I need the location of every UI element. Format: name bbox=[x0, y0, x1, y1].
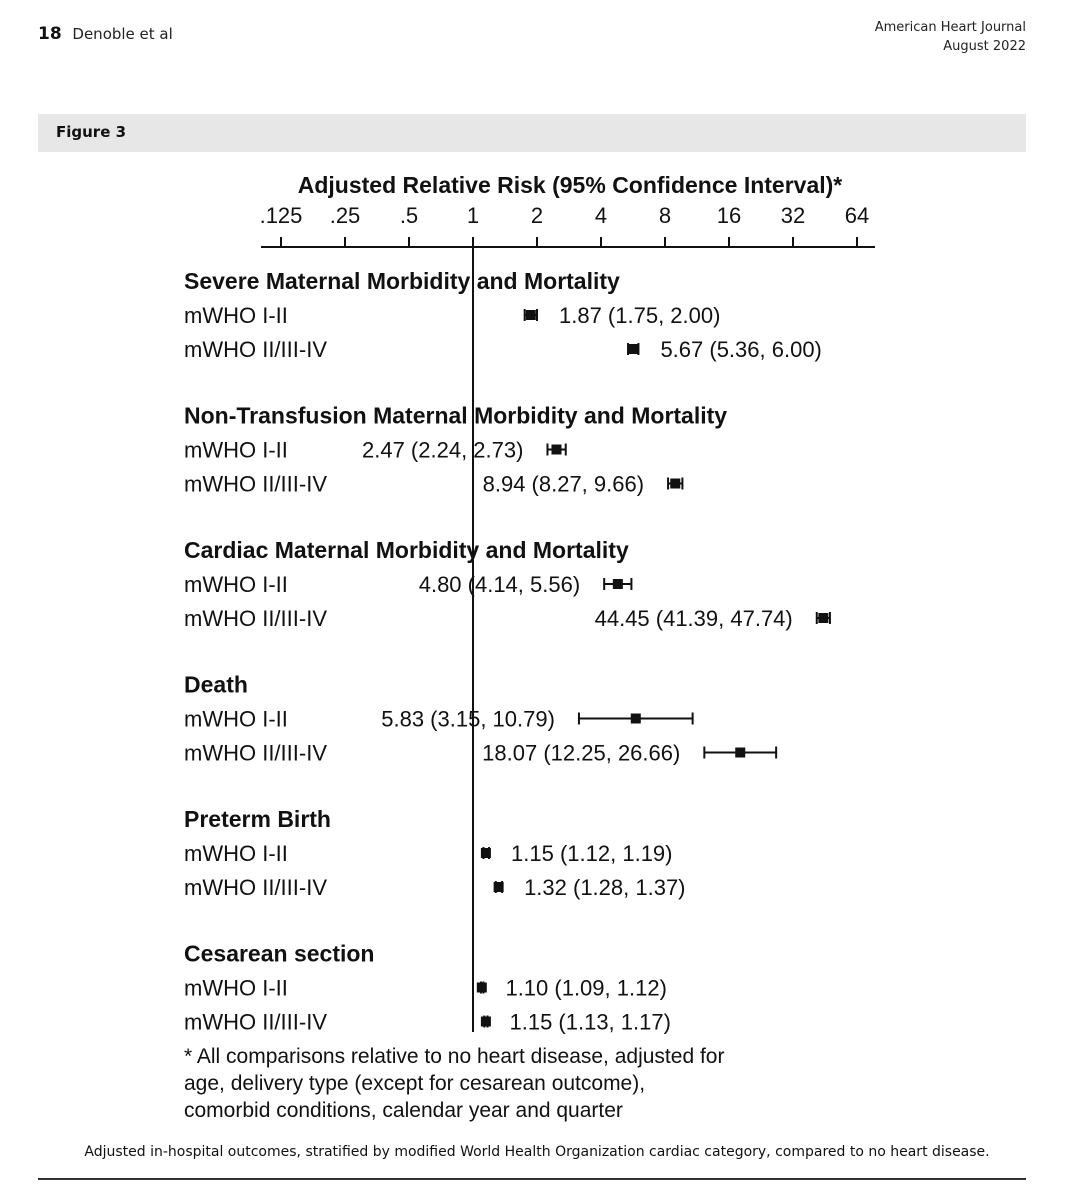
group-label: Cesarean section bbox=[184, 940, 375, 967]
estimate-label: 1.32 (1.28, 1.37) bbox=[524, 875, 686, 900]
point-estimate bbox=[481, 848, 491, 858]
journal-name: American Heart Journal bbox=[874, 20, 1026, 35]
tick-label: .125 bbox=[259, 203, 303, 228]
figure-caption: Adjusted in-hospital outcomes, stratified by modified World Health Organization cardiac category, compared to no heart disease. bbox=[84, 1144, 990, 1160]
group-label: Preterm Birth bbox=[184, 806, 331, 832]
row-label: mWHO I-II bbox=[184, 975, 288, 1001]
group-label: Death bbox=[184, 671, 248, 698]
footnote-line: age, delivery type (except for cesarean outcome), bbox=[184, 1072, 646, 1095]
footnote-line: comorbid conditions, calendar year and quarter bbox=[184, 1099, 623, 1122]
row-label: mWHO II/III-IV bbox=[184, 471, 327, 497]
point-estimate bbox=[628, 344, 638, 354]
group-label: Non-Transfusion Maternal Morbidity and Mortality bbox=[184, 402, 728, 429]
estimate-label: 4.80 (4.14, 5.56) bbox=[418, 572, 581, 597]
estimate-label: 44.45 (41.39, 47.74) bbox=[594, 606, 793, 631]
tick-label: .5 bbox=[399, 203, 419, 228]
row-label: mWHO I-II bbox=[184, 303, 288, 328]
estimate-label: 8.94 (8.27, 9.66) bbox=[482, 471, 645, 497]
row-label: mWHO II/III-IV bbox=[184, 337, 327, 362]
issue-date: August 2022 bbox=[943, 39, 1026, 54]
tick-label: 16 bbox=[716, 203, 742, 228]
row-label: mWHO II/III-IV bbox=[184, 606, 327, 631]
point-estimate bbox=[613, 579, 623, 589]
estimate-label: 1.15 (1.12, 1.19) bbox=[511, 841, 673, 866]
group-label: Severe Maternal Morbidity and Mortality bbox=[184, 268, 620, 294]
forest-plot bbox=[0, 160, 1074, 1135]
running-header-right bbox=[875, 18, 1026, 56]
row-label: mWHO I-II bbox=[184, 437, 288, 463]
point-estimate bbox=[818, 613, 828, 623]
row-label: mWHO II/III-IV bbox=[184, 740, 327, 766]
running-header-left bbox=[38, 24, 173, 44]
estimate-label: 5.83 (3.15, 10.79) bbox=[381, 706, 555, 732]
page-number: 18 bbox=[38, 24, 62, 44]
row-label: mWHO I-II bbox=[184, 706, 288, 732]
estimate-label: 18.07 (12.25, 26.66) bbox=[482, 740, 681, 766]
figure-label-bar bbox=[38, 114, 1026, 152]
row-label: mWHO I-II bbox=[184, 841, 288, 866]
footnote-line: * All comparisons relative to no heart disease, adjusted for bbox=[184, 1045, 725, 1068]
estimate-label: 1.15 (1.13, 1.17) bbox=[509, 1009, 671, 1035]
tick-label: .25 bbox=[329, 203, 361, 228]
estimate-label: 1.87 (1.75, 2.00) bbox=[559, 303, 721, 328]
point-estimate bbox=[735, 748, 745, 758]
row-label: mWHO II/III-IV bbox=[184, 875, 327, 900]
tick-label: 2 bbox=[530, 203, 544, 228]
estimate-label: 2.47 (2.24, 2.73) bbox=[362, 437, 524, 463]
estimate-label: 5.67 (5.36, 6.00) bbox=[660, 337, 822, 362]
point-estimate bbox=[477, 983, 487, 993]
row-label: mWHO II/III-IV bbox=[184, 1009, 327, 1035]
tick-label: 1 bbox=[466, 203, 480, 228]
tick-label: 8 bbox=[658, 203, 672, 228]
point-estimate bbox=[494, 882, 504, 892]
point-estimate bbox=[481, 1017, 491, 1027]
point-estimate bbox=[631, 714, 641, 724]
tick-label: 4 bbox=[594, 203, 608, 228]
tick-label: 64 bbox=[844, 203, 870, 228]
figure-label: Figure 3 bbox=[56, 123, 127, 141]
point-estimate bbox=[670, 479, 680, 489]
row-label: mWHO I-II bbox=[184, 572, 288, 597]
running-authors: Denoble et al bbox=[72, 25, 173, 43]
group-label: Cardiac Maternal Morbidity and Mortality bbox=[184, 537, 629, 563]
point-estimate bbox=[526, 310, 536, 320]
bottom-rule bbox=[38, 1178, 1026, 1180]
axis-title: Adjusted Relative Risk (95% Confidence Interval)* bbox=[297, 172, 843, 198]
estimate-label: 1.10 (1.09, 1.12) bbox=[505, 975, 667, 1001]
point-estimate bbox=[551, 445, 561, 455]
tick-label: 32 bbox=[780, 203, 806, 228]
